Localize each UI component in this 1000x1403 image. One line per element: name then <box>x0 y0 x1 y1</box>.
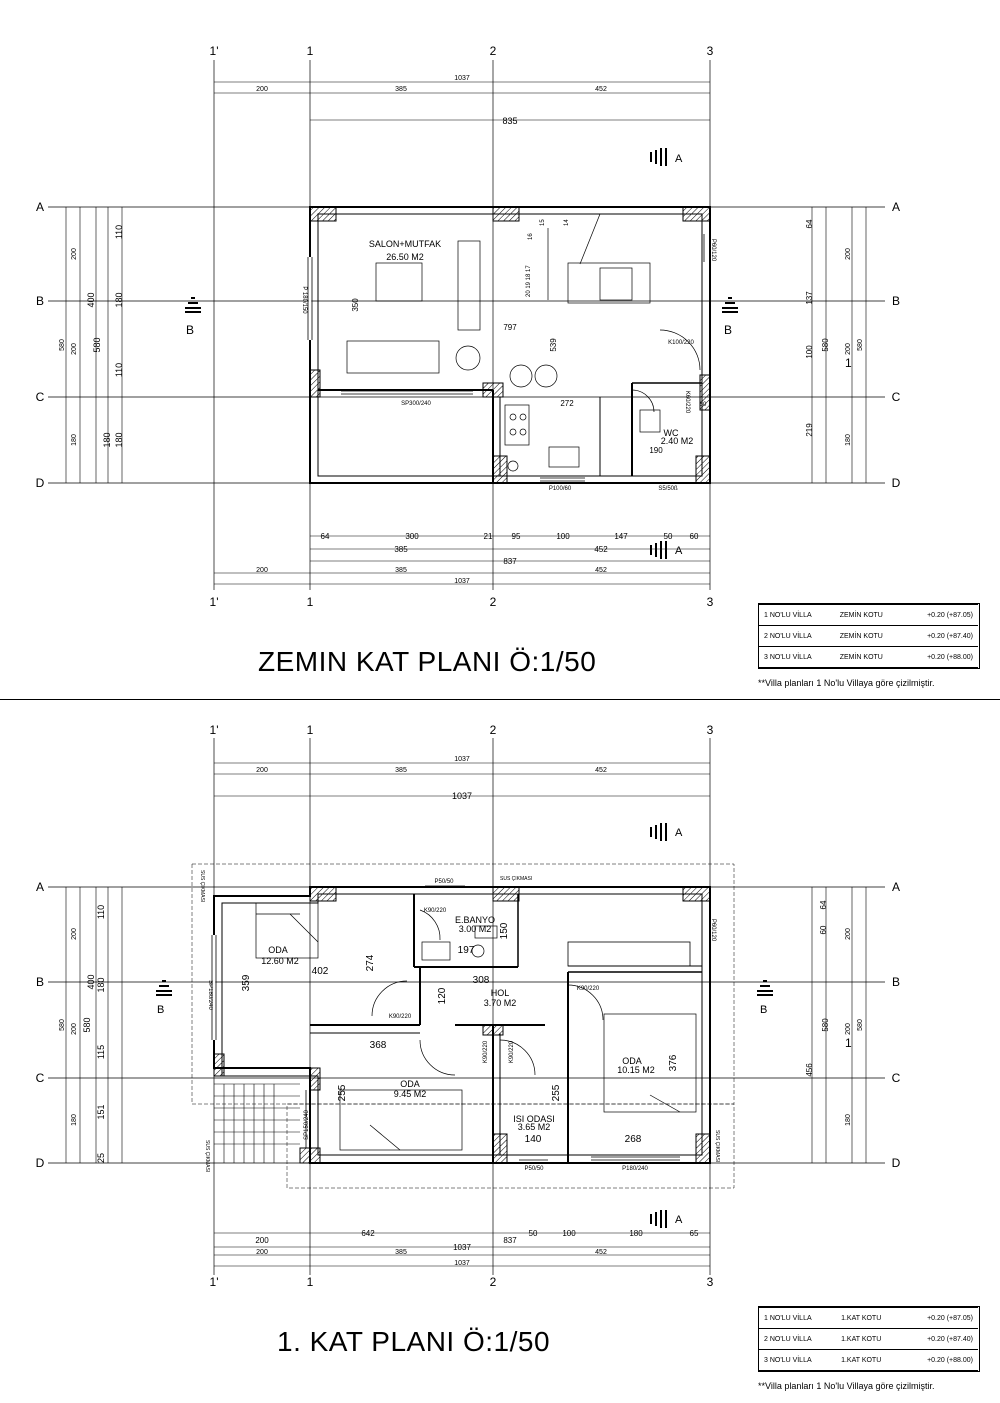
first-dim-bottom-detail-1: 642 <box>361 1229 375 1238</box>
ground-level-value-3: +0.20 (+88.00) <box>905 647 978 668</box>
sheet-divider <box>0 699 1000 700</box>
ground-dim-right-outer: 580 <box>857 339 864 351</box>
ground-top-dimensions <box>214 82 710 120</box>
first-dim-left-inner-2: 580 <box>82 1017 92 1033</box>
first-dim-left-part-1: 200 <box>71 928 78 940</box>
ground-opening-p180: P 180/150 <box>301 286 307 314</box>
ground-dim-bottom-detail-3: 21 <box>483 532 493 541</box>
first-floor-plan <box>36 723 901 1289</box>
ground-section-b-left <box>185 297 201 337</box>
ground-dim-bottom-detail-2: 300 <box>405 532 419 541</box>
ground-section-a-top <box>650 148 683 166</box>
ground-dim-bottom-detail-8: 60 <box>689 532 699 541</box>
first-dim-right-inner-2: 60 <box>819 925 828 935</box>
first-dim-left-inner-6: 151 <box>96 1104 106 1120</box>
ground-dim-bottom-detail-4: 95 <box>511 532 521 541</box>
ground-dim-right-inner-4: 219 <box>805 423 814 437</box>
first-opening-sp150: SP150/240 <box>304 1110 310 1140</box>
first-opening-p50-top: P50/50 <box>434 879 454 885</box>
first-room-ebanyo-name: E.BANYO <box>454 915 496 925</box>
ground-opening-sp300: SP300/240 <box>401 401 431 407</box>
ground-level-villa-2: 2 NO'LU VİLLA <box>759 626 835 647</box>
first-opening-p50-bottom: P50/50 <box>524 1166 544 1172</box>
first-windows <box>212 886 680 1160</box>
first-dim-right-inner-3: 456 <box>805 1063 814 1077</box>
first-column-axes <box>214 738 710 1275</box>
first-section-b-right-label: B <box>760 1004 768 1016</box>
ground-level-value-1: +0.20 (+87.05) <box>905 605 978 626</box>
table-row <box>759 626 978 647</box>
first-level-villa-1: 1 NO'LU VİLLA <box>759 1308 836 1329</box>
ground-axis-col-1prime-top: 1' <box>209 44 219 58</box>
ground-dim-left-inner-6: 180 <box>102 432 112 448</box>
ground-axis-col-1prime-bottom: 1' <box>209 595 219 609</box>
ground-dim-left-inner-7: 180 <box>114 432 124 448</box>
ground-stair-20-17: 20 19 18 17 <box>526 265 532 297</box>
ground-room-wc-area: 2.40 M2 <box>660 436 694 446</box>
first-section-a-top-label: A <box>675 827 683 839</box>
ground-opening-p100: P100/60 <box>548 486 572 492</box>
ground-axis-row-b-right: B <box>891 294 901 308</box>
first-opening-k90-oda3: K90/220 <box>576 986 600 992</box>
ground-dim-top-part-2: 385 <box>395 86 407 93</box>
first-axis-col-1prime-bottom: 1' <box>209 1275 219 1289</box>
ground-axis-row-c-left: C <box>35 390 45 404</box>
ground-opening-k60: K60/220 <box>684 390 690 414</box>
ground-dim-right-part-3: 180 <box>845 434 852 446</box>
first-inner-dim-376: 376 <box>668 1054 679 1072</box>
ground-section-a-bottom-label: A <box>675 545 683 557</box>
first-axis-col-2-bottom: 2 <box>489 1275 497 1289</box>
first-dim-top-part-2: 385 <box>395 767 407 774</box>
first-dim-top-part-3: 452 <box>595 767 607 774</box>
ground-dim-left-part-2: 200 <box>71 343 78 355</box>
first-dim-top-part-1: 200 <box>256 767 268 774</box>
ground-dim-bottom-mid-1: 385 <box>394 545 408 554</box>
first-room-hol-name: HOL <box>490 988 510 998</box>
ground-axis-col-1-bottom: 1 <box>306 595 314 609</box>
first-level-value-3: +0.20 (+88.00) <box>903 1350 978 1371</box>
first-edge-label-2: SUS ÇIKMASI <box>199 870 205 903</box>
first-dim-bottom-part-2: 385 <box>395 1249 407 1256</box>
first-inner-dim-150: 150 <box>499 922 510 940</box>
first-level-table <box>759 1307 978 1371</box>
first-level-kot-2: 1.KAT KOTU <box>836 1329 903 1350</box>
first-room-oda-3-area: 10.15 M2 <box>617 1065 655 1075</box>
first-dim-bottom-mid-2: 1037 <box>453 1243 471 1252</box>
ground-level-kot-3: ZEMİN KOTU <box>835 647 905 668</box>
ground-dim-left-part-3: 180 <box>71 434 78 446</box>
first-room-oda-3-name: ODA <box>622 1056 642 1066</box>
first-dim-right-inner-1: 64 <box>819 900 828 910</box>
first-room-oda-1-name: ODA <box>268 945 288 955</box>
first-room-isi-name: ISI ODASI <box>513 1114 555 1124</box>
first-axis-row-a-left: A <box>35 880 45 894</box>
ground-inner-dim-272: 272 <box>560 399 574 408</box>
ground-level-kot-2: ZEMİN KOTU <box>835 626 905 647</box>
ground-stair-16: 16 <box>528 233 534 240</box>
first-level-value-2: +0.20 (+87.40) <box>903 1329 978 1350</box>
first-opening-k90-oda1: K90/220 <box>388 1014 412 1020</box>
first-dim-left-inner-3: 110 <box>96 904 106 920</box>
first-axis-row-d-left: D <box>35 1156 45 1170</box>
first-section-b-left-label: B <box>157 1004 165 1016</box>
ground-level-villa-1: 1 NO'LU VİLLA <box>759 605 835 626</box>
ground-dim-right-inner-1: 64 <box>805 219 814 229</box>
first-dim-left-outer: 580 <box>59 1019 66 1031</box>
ground-stair-14: 14 <box>564 219 570 226</box>
ground-windows <box>308 234 704 481</box>
ground-opening-k100: K100/220 <box>668 340 694 346</box>
first-dim-left-inner-5: 115 <box>96 1044 106 1060</box>
table-row <box>759 1329 978 1350</box>
first-axis-col-3-bottom: 3 <box>706 1275 714 1289</box>
first-opening-k90-oda2: K90/220 <box>483 1040 489 1064</box>
first-dim-bottom-detail-2: 50 <box>528 1229 538 1238</box>
ground-row-axes <box>48 207 885 483</box>
ground-axis-row-d-right: D <box>891 476 901 490</box>
first-opening-p60: P60/120 <box>710 918 716 942</box>
first-inner-dim-402: 402 <box>311 966 329 977</box>
first-opening-p180: P180/240 <box>622 1166 648 1172</box>
ground-opening-60: 60 <box>699 402 707 408</box>
first-dim-right-part-2: 200 <box>845 1023 852 1035</box>
ground-dim-bottom-mid-2: 452 <box>594 545 608 554</box>
first-axis-col-1-bottom: 1 <box>306 1275 314 1289</box>
first-axis-row-c-left: C <box>35 1071 45 1085</box>
ground-column-axes <box>214 60 710 590</box>
ground-dim-left-inner-2: 580 <box>92 337 102 353</box>
first-inner-dim-359: 359 <box>241 974 252 992</box>
ground-dim-bottom-inner: 837 <box>503 557 517 566</box>
first-section-a-top <box>650 823 683 841</box>
first-inner-dim-120: 120 <box>437 987 448 1005</box>
first-dim-bottom-part-1: 200 <box>256 1249 268 1256</box>
table-row <box>759 647 978 668</box>
ground-opening-p60: P60/120 <box>710 238 716 262</box>
ground-inner-dim-190: 190 <box>649 446 663 455</box>
ground-axis-row-b-left: B <box>35 294 45 308</box>
first-opening-k90-banyo: K90/220 <box>423 908 447 914</box>
ground-dim-bottom-detail-1: 64 <box>320 532 330 541</box>
first-dim-left-inner-7: 25 <box>96 1152 106 1164</box>
first-dim-right-part-1: 200 <box>845 928 852 940</box>
first-level-villa-2: 2 NO'LU VİLLA <box>759 1329 836 1350</box>
ground-dim-bottom-part-1: 200 <box>256 567 268 574</box>
ground-level-villa-3: 3 NO'LU VİLLA <box>759 647 835 668</box>
ground-dim-right-part-2: 200 <box>845 343 852 355</box>
first-right-marker: 1 <box>845 1036 852 1050</box>
ground-section-a-bottom <box>650 541 683 559</box>
ground-stair-15: 15 <box>540 219 546 226</box>
ground-dim-left-inner-1: 400 <box>86 292 96 308</box>
ground-axis-col-1-top: 1 <box>306 44 314 58</box>
first-inner-dim-140: 140 <box>524 1134 542 1145</box>
first-axis-row-b-left: B <box>35 975 45 989</box>
ground-floor-note: **Villa planları 1 No'lu Villaya göre çizilmiştir. <box>758 678 935 688</box>
first-dim-left-part-2: 200 <box>71 1023 78 1035</box>
first-dim-bottom-mid-1: 200 <box>255 1236 269 1245</box>
first-inner-dim-255-b: 255 <box>551 1084 562 1102</box>
first-room-hol-area: 3.70 M2 <box>483 998 517 1008</box>
ground-axis-row-d-left: D <box>35 476 45 490</box>
first-dim-right-inner-4: 580 <box>821 1018 830 1032</box>
ground-room-wc-name: WC <box>663 428 679 438</box>
first-room-oda-2-area: 9.45 M2 <box>393 1089 427 1099</box>
ground-dim-left-inner-3: 110 <box>114 224 124 240</box>
first-level-value-1: +0.20 (+87.05) <box>903 1308 978 1329</box>
first-axis-row-a-right: A <box>891 880 901 894</box>
ground-dim-left-outer: 580 <box>59 339 66 351</box>
ground-opening-s5: S5/50ß <box>658 486 678 492</box>
ground-dim-bottom-total: 1037 <box>454 578 470 585</box>
first-inner-dim-268: 268 <box>624 1134 642 1145</box>
first-opening-k90-isi: K90/220 <box>509 1040 515 1064</box>
first-inner-dim-274: 274 <box>365 954 376 972</box>
first-floor-title: 1. KAT PLANI Ö:1/50 <box>277 1326 551 1357</box>
ground-dim-right-inner-3: 100 <box>805 345 814 359</box>
ground-inner-dim-539: 539 <box>549 338 558 352</box>
first-dim-bottom-detail-5: 65 <box>689 1229 699 1238</box>
first-axis-col-1prime-top: 1' <box>209 723 219 737</box>
ground-inner-dim-350: 350 <box>351 298 360 312</box>
ground-dim-bottom-detail-6: 147 <box>614 532 628 541</box>
first-dim-bottom-detail-3: 100 <box>562 1229 576 1238</box>
first-edge-label-3: SUS ÇIKMASI <box>714 1130 720 1163</box>
first-dim-bottom-total: 1037 <box>454 1260 470 1267</box>
ground-dim-inner-top: 835 <box>502 116 518 126</box>
ground-section-b-left-label: B <box>186 323 195 337</box>
ground-dim-top-part-1: 200 <box>256 86 268 93</box>
ground-dim-bottom-part-3: 452 <box>595 567 607 574</box>
ground-axis-col-3-bottom: 3 <box>706 595 714 609</box>
ground-dim-bottom-detail-7: 50 <box>663 532 673 541</box>
first-dim-right-outer: 580 <box>857 1019 864 1031</box>
ground-dim-left-part-1: 200 <box>71 248 78 260</box>
ground-floor-title: ZEMIN KAT PLANI Ö:1/50 <box>258 646 597 677</box>
first-inner-dim-308: 308 <box>472 975 490 986</box>
first-section-b-left <box>156 980 172 1016</box>
first-section-a-bottom <box>650 1210 683 1228</box>
ground-dim-bottom-detail-5: 100 <box>556 532 570 541</box>
first-dim-bottom-detail-4: 180 <box>629 1229 643 1238</box>
first-dim-bottom-part-3: 452 <box>595 1249 607 1256</box>
first-dim-left-inner-1: 400 <box>86 974 96 990</box>
ground-axis-row-c-right: C <box>891 390 901 404</box>
ground-room-salon-name: SALON+MUTFAK <box>368 239 442 249</box>
first-room-isi-area: 3.65 M2 <box>517 1122 551 1132</box>
ground-section-a-top-label: A <box>675 153 683 165</box>
ground-section-b-right-label: B <box>724 323 733 337</box>
ground-dim-bottom-part-2: 385 <box>395 567 407 574</box>
first-dim-left-part-3: 180 <box>71 1114 78 1126</box>
ground-dim-top-total: 1037 <box>454 75 470 82</box>
first-dim-top-total: 1037 <box>454 756 470 763</box>
ground-dim-top-part-3: 452 <box>595 86 607 93</box>
ground-level-table <box>759 604 978 668</box>
ground-axis-row-a-right: A <box>891 200 901 214</box>
ground-room-salon-area: 26.50 M2 <box>386 252 424 262</box>
first-dim-inner-top: 1037 <box>451 791 473 801</box>
ground-dim-left-inner-5: 110 <box>114 362 124 378</box>
first-axis-col-2-top: 2 <box>489 723 497 737</box>
first-axis-row-c-right: C <box>891 1071 901 1085</box>
first-room-oda-2-name: ODA <box>400 1079 420 1089</box>
first-inner-dim-197: 197 <box>457 945 475 956</box>
first-inner-dim-255-a: 255 <box>337 1084 348 1102</box>
ground-level-kot-1: ZEMİN KOTU <box>835 605 905 626</box>
first-furniture <box>256 903 696 1150</box>
first-inner-dim-368: 368 <box>369 1040 387 1051</box>
first-dim-right-part-3: 180 <box>845 1114 852 1126</box>
ground-section-b-right <box>722 297 738 337</box>
ground-axis-col-2-top: 2 <box>489 44 497 58</box>
first-axis-col-1-top: 1 <box>306 723 314 737</box>
ground-dim-right-part-1: 200 <box>845 248 852 260</box>
ground-dim-right-inner-2: 137 <box>805 291 814 305</box>
first-level-villa-3: 3 NO'LU VİLLA <box>759 1350 836 1371</box>
first-edge-label-1: SUS ÇIKMASI <box>500 876 533 882</box>
first-axis-col-3-top: 3 <box>706 723 714 737</box>
first-room-ebanyo-area: 3.00 M2 <box>458 924 492 934</box>
ground-axis-col-2-bottom: 2 <box>489 595 497 609</box>
ground-dim-left-inner-4: 180 <box>114 292 124 308</box>
ground-dim-right-inner-5: 580 <box>821 338 830 352</box>
first-edge-label-4: SUS ÇIKMASI <box>204 1140 210 1173</box>
first-floor-note: **Villa planları 1 No'lu Villaya göre çizilmiştir. <box>758 1381 935 1391</box>
ground-axis-row-a-left: A <box>35 200 45 214</box>
first-dim-bottom-mid-3: 837 <box>503 1236 517 1245</box>
table-row <box>759 1350 978 1371</box>
table-row <box>759 605 978 626</box>
first-dim-left-inner-4: 180 <box>96 977 106 993</box>
first-section-a-bottom-label: A <box>675 1214 683 1226</box>
first-room-oda-1-area: 12.60 M2 <box>261 956 299 966</box>
ground-axis-col-3-top: 3 <box>706 44 714 58</box>
first-section-b-right <box>757 980 773 1016</box>
first-axis-row-d-right: D <box>891 1156 901 1170</box>
first-axis-row-b-right: B <box>891 975 901 989</box>
ground-right-marker: 1 <box>845 356 852 370</box>
ground-floor-plan <box>36 44 901 609</box>
ground-bottom-dimensions <box>214 536 710 584</box>
first-overhang-outline-lower <box>287 1104 734 1188</box>
ground-level-value-2: +0.20 (+87.40) <box>905 626 978 647</box>
first-level-kot-3: 1.KAT KOTU <box>836 1350 903 1371</box>
first-level-kot-1: 1.KAT KOTU <box>836 1308 903 1329</box>
ground-inner-dim-797: 797 <box>503 323 517 332</box>
first-opening-sp180: SP180/240 <box>207 980 213 1010</box>
table-row <box>759 1308 978 1329</box>
